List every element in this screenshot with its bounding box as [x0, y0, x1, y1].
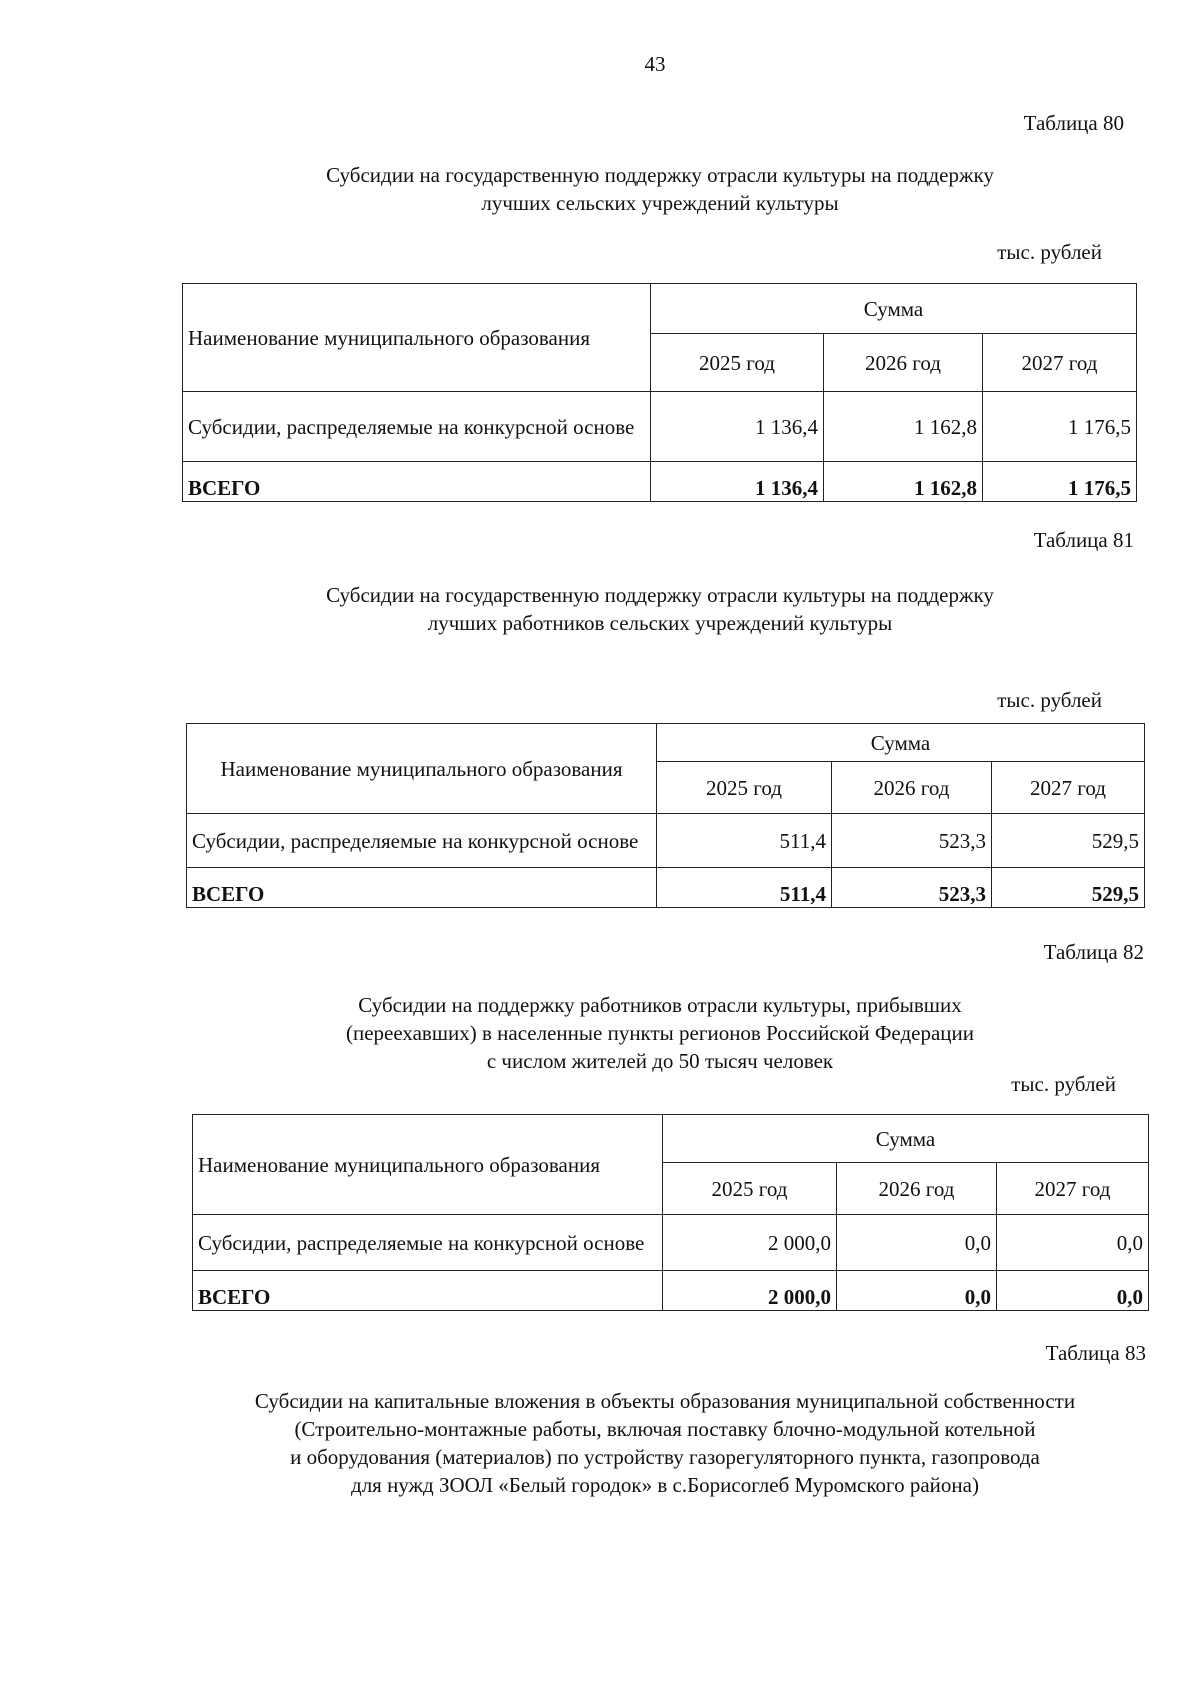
total-2026: 523,3 [832, 868, 992, 908]
row-name-cell: Субсидии, распределяемые на конкурсной основе [187, 814, 657, 868]
table-80 [182, 283, 1137, 502]
value-2025: 2 000,0 [663, 1215, 837, 1271]
value-2026: 523,3 [832, 814, 992, 868]
table-82-title-line-2: (переехавших) в населенные пункты регионов Российской Федерации [345, 1021, 975, 1045]
table-81-label: Таблица 81 [1033, 528, 1134, 552]
table-83-title-line-1: Субсидии на капитальные вложения в объекты образования муниципальной собственности [254, 1389, 1076, 1413]
table-row [187, 814, 1145, 868]
table-81-units: тыс. рублей [997, 688, 1102, 712]
table-80-label: Таблица 80 [1023, 111, 1124, 135]
table-82-units: тыс. рублей [1011, 1072, 1116, 1096]
table-82 [192, 1114, 1149, 1311]
header-name-cell: Наименование муниципального образования [193, 1115, 663, 1215]
table-83-label: Таблица 83 [1045, 1341, 1146, 1365]
table-80-units: тыс. рублей [997, 240, 1102, 264]
value-2025: 1 136,4 [651, 392, 824, 462]
header-sum-cell: Сумма [651, 284, 1137, 334]
table-80-title-line-2: лучших сельских учреждений культуры [481, 191, 839, 215]
header-year-2025: 2025 год [651, 334, 824, 392]
value-2026: 0,0 [837, 1215, 997, 1271]
total-name-cell: ВСЕГО [187, 868, 657, 908]
row-name-cell: Субсидии, распределяемые на конкурсной основе [193, 1215, 663, 1271]
total-name-cell: ВСЕГО [183, 462, 651, 502]
header-year-2025: 2025 год [657, 762, 832, 814]
total-2027: 1 176,5 [983, 462, 1137, 502]
header-year-2026: 2026 год [824, 334, 983, 392]
header-year-2026: 2026 год [832, 762, 992, 814]
total-row [187, 868, 1145, 908]
value-2027: 0,0 [997, 1215, 1149, 1271]
table-80-title [220, 161, 1100, 217]
table-81-title-line-1: Субсидии на государственную поддержку отрасли культуры на поддержку [326, 583, 994, 607]
value-2026: 1 162,8 [824, 392, 983, 462]
header-year-2027: 2027 год [983, 334, 1137, 392]
table-83-title-line-3: и оборудования (материалов) по устройству газорегуляторного пункта, газопровода [290, 1445, 1040, 1469]
value-2027: 1 176,5 [983, 392, 1137, 462]
header-year-2027: 2027 год [992, 762, 1145, 814]
table-81-title [220, 581, 1100, 637]
header-sum-cell: Сумма [657, 724, 1145, 762]
header-name-cell: Наименование муниципального образования [187, 724, 657, 814]
table-83-title-line-4: для нужд ЗООЛ «Белый городок» в с.Борисоглеб Муромского района) [351, 1473, 979, 1497]
total-2025: 2 000,0 [663, 1271, 837, 1311]
header-year-2026: 2026 год [837, 1163, 997, 1215]
total-row [183, 462, 1137, 502]
value-2025: 511,4 [657, 814, 832, 868]
table-row [183, 392, 1137, 462]
table-82-title-line-1: Субсидии на поддержку работников отрасли культуры, прибывших [358, 993, 962, 1017]
total-row [193, 1271, 1149, 1311]
table-row [193, 1215, 1149, 1271]
table-80-title-line-1: Субсидии на государственную поддержку отрасли культуры на поддержку [326, 163, 994, 187]
total-2025: 511,4 [657, 868, 832, 908]
total-2025: 1 136,4 [651, 462, 824, 502]
total-2027: 529,5 [992, 868, 1145, 908]
total-name-cell: ВСЕГО [193, 1271, 663, 1311]
table-82-label: Таблица 82 [1043, 940, 1144, 964]
total-2026: 0,0 [837, 1271, 997, 1311]
header-year-2027: 2027 год [997, 1163, 1149, 1215]
header-sum-cell: Сумма [663, 1115, 1149, 1163]
page-number: 43 [644, 52, 666, 76]
header-year-2025: 2025 год [663, 1163, 837, 1215]
table-83-title-line-2: (Строительно-монтажные работы, включая поставку блочно-модульной котельной [294, 1417, 1036, 1441]
value-2027: 529,5 [992, 814, 1145, 868]
table-82-title [220, 991, 1100, 1075]
table-81 [186, 723, 1145, 908]
total-2026: 1 162,8 [824, 462, 983, 502]
row-name-cell: Субсидии, распределяемые на конкурсной основе [183, 392, 651, 462]
table-81-title-line-2: лучших работников сельских учреждений культуры [427, 611, 893, 635]
table-83-title [170, 1387, 1160, 1499]
total-2027: 0,0 [997, 1271, 1149, 1311]
table-82-title-line-3: с числом жителей до 50 тысяч человек [486, 1049, 834, 1073]
header-name-cell: Наименование муниципального образования [183, 284, 651, 392]
